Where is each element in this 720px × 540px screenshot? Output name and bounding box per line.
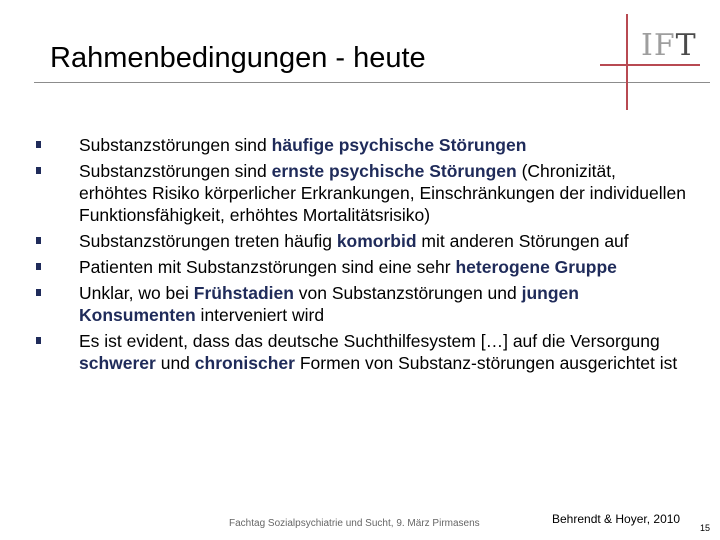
bullet-segment: Formen von Substanz-störungen ausgerichtet ist: [294, 353, 678, 373]
bullet-highlight: ernste psychische Störungen: [271, 161, 517, 181]
logo-text: [641, 28, 697, 63]
bullet-segment: (Chronizität, erhöhtes Risiko körperlicher Erkrankungen, Einschränkungen der individuellen Funktionsfähigkeit, erhöhtes Mortalitätsrisiko): [79, 161, 687, 225]
bullet-text: [79, 135, 526, 155]
bullet-text: [79, 257, 617, 277]
bullet-marker: [36, 167, 41, 174]
bullet-item: [36, 160, 686, 226]
logo-horizontal-line: [600, 64, 700, 66]
bullet-segment: Substanzstörungen treten häufig: [79, 231, 337, 251]
bullet-segment: Unklar, wo bei: [79, 283, 194, 303]
bullet-list: [36, 134, 686, 378]
bullet-item: [36, 230, 686, 252]
footer-reference: Behrendt & Hoyer, 2010: [552, 512, 681, 526]
bullet-item: [36, 330, 686, 374]
bullet-text: [79, 331, 677, 373]
bullet-item: [36, 256, 686, 278]
bullet-marker: [36, 237, 41, 244]
bullet-highlight: Frühstadien: [193, 283, 294, 303]
bullet-text: [79, 161, 686, 225]
bullet-marker: [36, 289, 41, 296]
bullet-segment: und: [155, 353, 195, 373]
page-number: 15: [700, 523, 711, 533]
bullet-segment: interveniert wird: [195, 305, 325, 325]
bullet-segment: von Substanzstörungen und: [293, 283, 522, 303]
bullet-marker: [36, 141, 41, 148]
bullet-highlight: schwerer: [79, 353, 156, 373]
bullet-text: [79, 283, 579, 325]
logo-text-part2: T: [675, 28, 697, 63]
bullet-highlight: häufige psychische Störungen: [271, 135, 527, 155]
slide-title: Rahmenbedingungen - heute: [50, 42, 426, 74]
bullet-segment: Substanzstörungen sind: [79, 161, 272, 181]
bullet-item: [36, 282, 686, 326]
bullet-marker: [36, 337, 41, 344]
bullet-highlight: jungen Konsumenten: [79, 283, 579, 325]
bullet-segment: Substanzstörungen sind: [79, 135, 272, 155]
bullet-text: [79, 231, 629, 251]
bullet-item: [36, 134, 686, 156]
bullet-segment: mit anderen Störungen auf: [416, 231, 629, 251]
footer-event: Fachtag Sozialpsychiatrie und Sucht, 9. März Pirmasens: [229, 518, 480, 529]
bullet-segment: Es ist evident, dass das deutsche Suchthilfesystem […] auf die Versorgung: [79, 331, 660, 351]
bullet-highlight: komorbid: [336, 231, 417, 251]
title-divider: [34, 82, 710, 83]
bullet-highlight: heterogene Gruppe: [455, 257, 617, 277]
logo-vertical-line: [626, 14, 628, 110]
bullet-highlight: chronischer: [194, 353, 295, 373]
bullet-marker: [36, 263, 41, 270]
bullet-segment: Patienten mit Substanzstörungen sind eine sehr: [79, 257, 456, 277]
logo-text-part1: IF: [641, 28, 676, 63]
